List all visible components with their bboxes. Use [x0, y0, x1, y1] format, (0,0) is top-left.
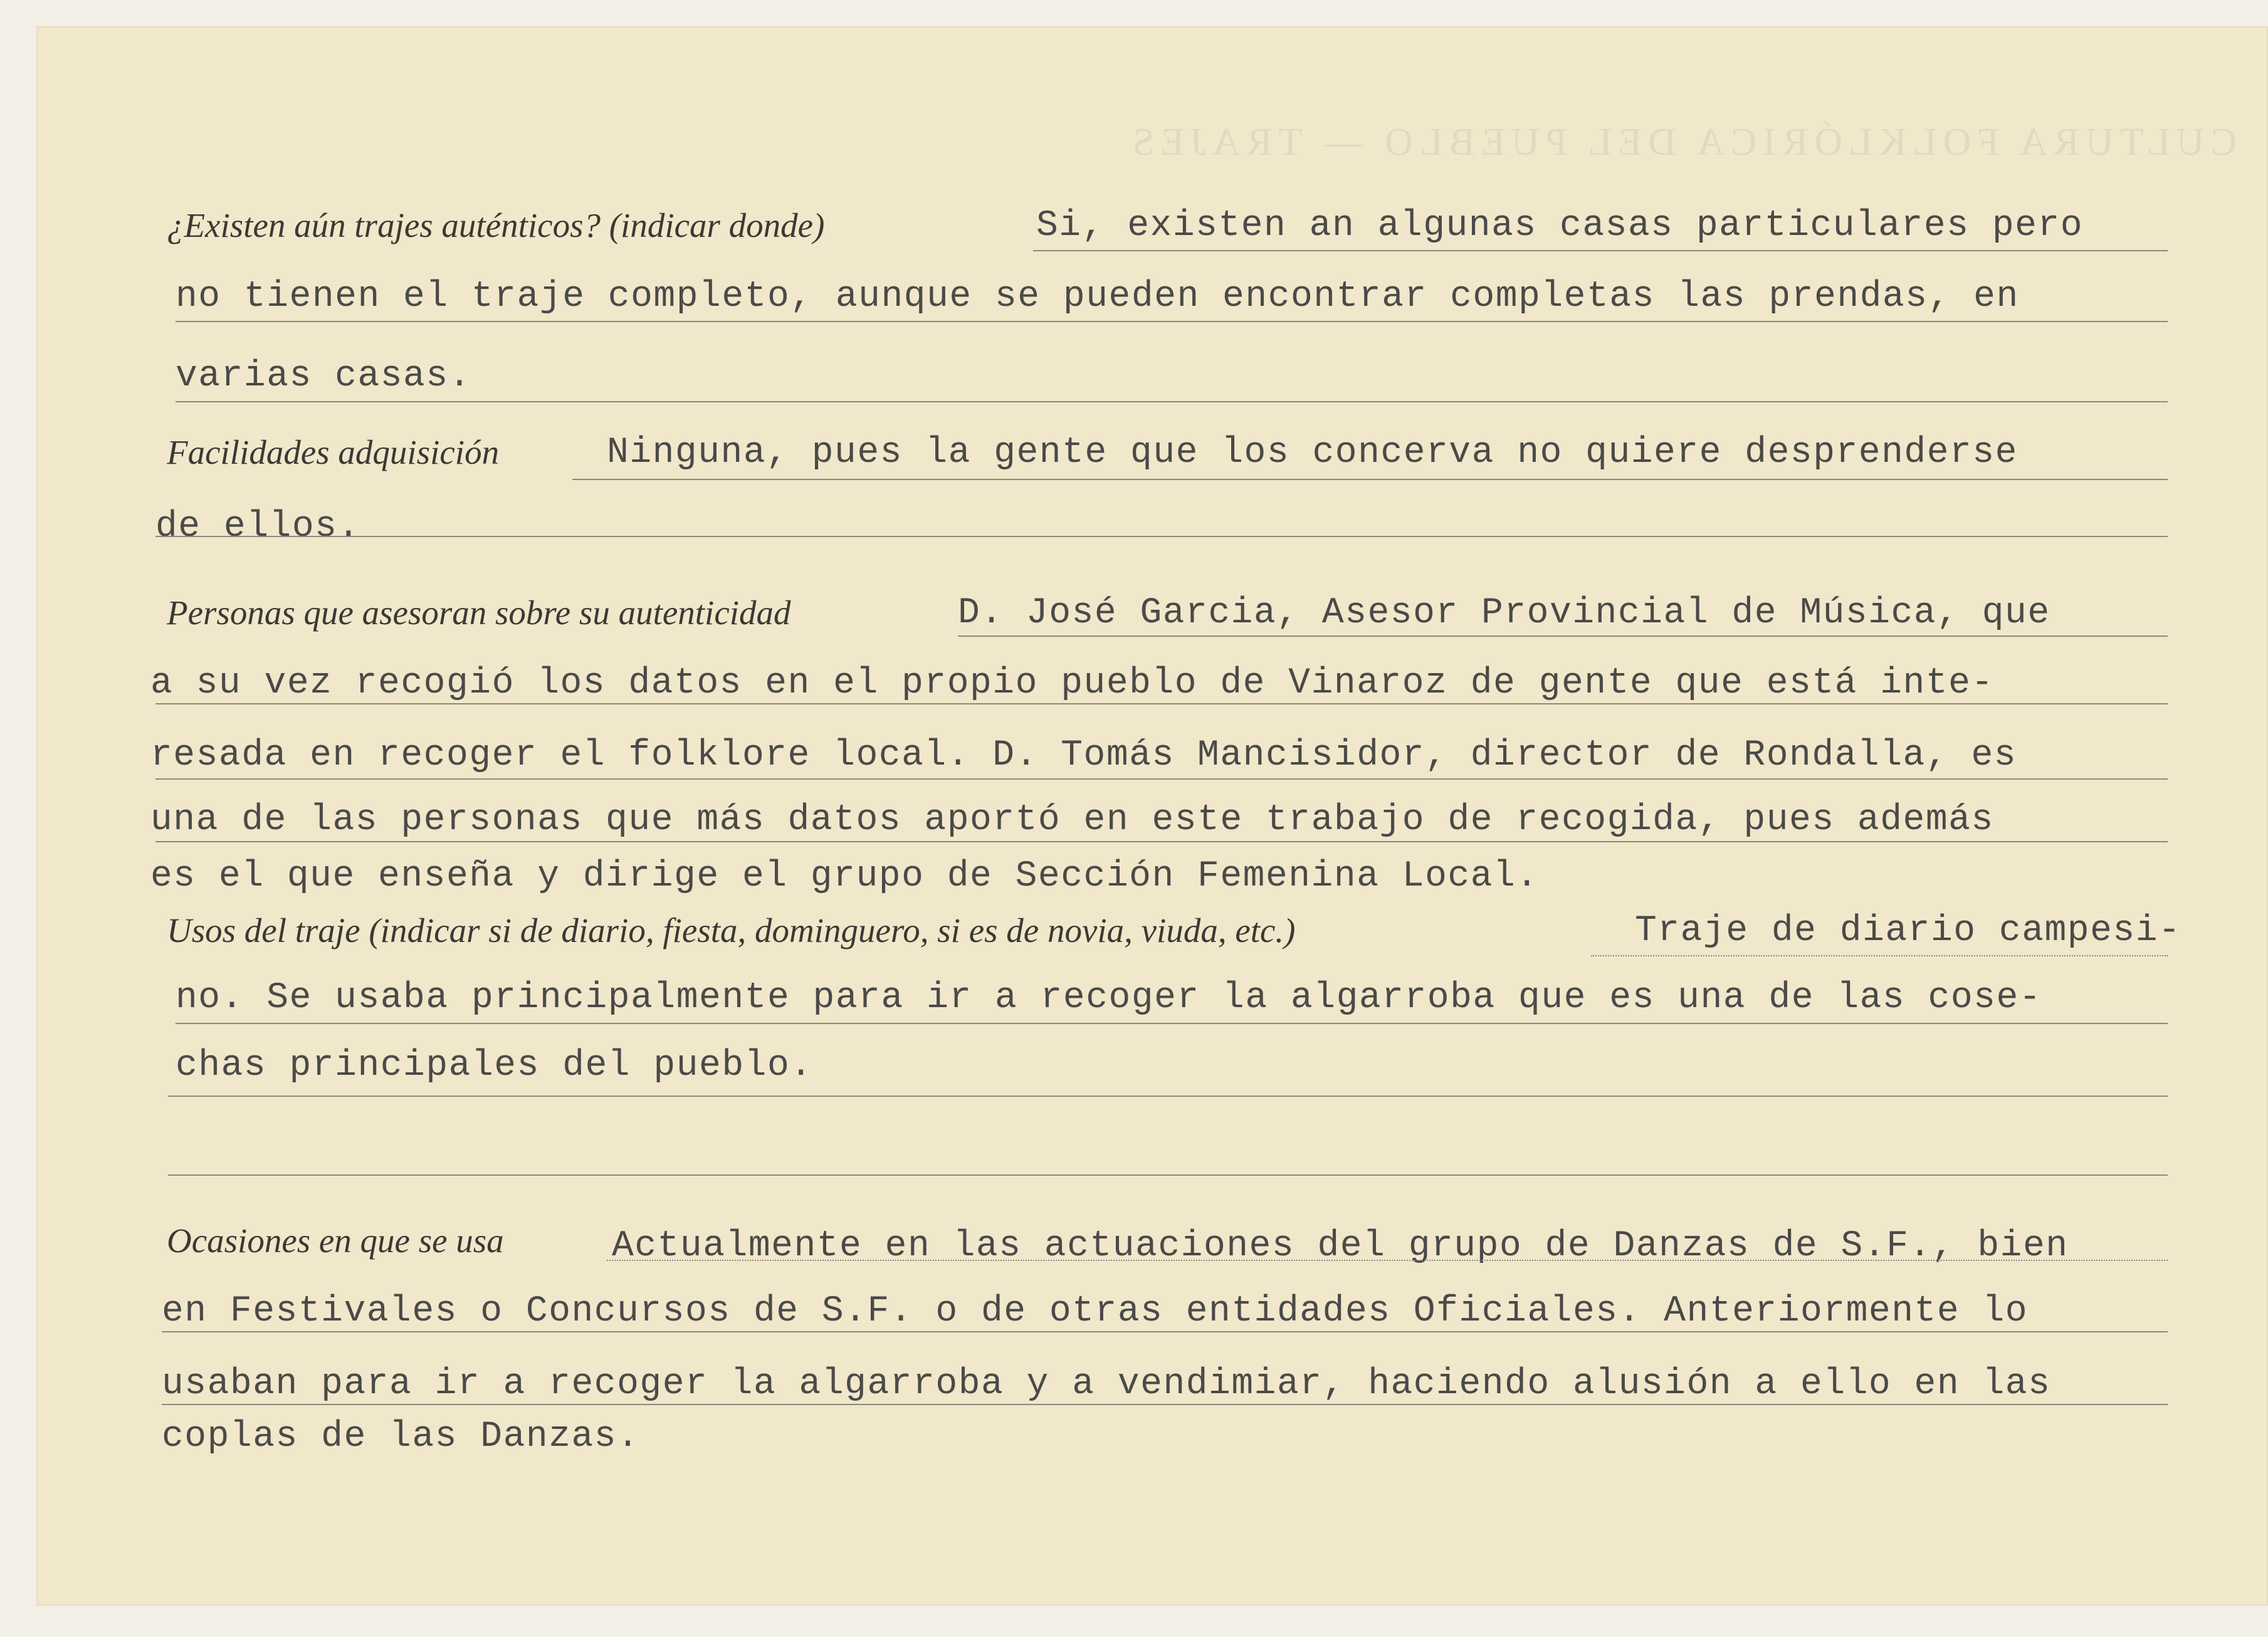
label-ocasiones: Ocasiones en que se usa — [167, 1221, 504, 1260]
underline-personas-2 — [155, 703, 2168, 704]
document-card — [36, 26, 2268, 1606]
underline-ocasiones-1 — [607, 1260, 2168, 1261]
answer-personas-line-1: D. José Garcia, Asesor Provincial de Música, que — [958, 593, 2050, 634]
underline-usos-1 — [1591, 955, 2168, 956]
label-personas: Personas que asesoran sobre su autenticidad — [167, 594, 791, 632]
answer-trajes-line-1: Si, existen an algunas casas particulares pero — [1036, 206, 2084, 246]
underline-usos-2 — [176, 1023, 2168, 1024]
underline-ocasiones-3 — [162, 1404, 2168, 1405]
answer-usos-line-2: no. Se usaba principalmente para ir a recoger la algarroba que es una de las cose- — [176, 978, 2042, 1018]
answer-facilidades-line-1: Ninguna, pues la gente que los concerva no quiere desprenderse — [607, 432, 2018, 473]
answer-trajes-line-2: no tienen el traje completo, aunque se pueden encontrar completas las prendas, en — [176, 276, 2019, 317]
underline-trajes-1 — [1033, 250, 2168, 251]
answer-usos-line-1: Traje de diario campesi- — [1635, 911, 2181, 951]
answer-personas-line-4: una de las personas que más datos aportó en este trabajo de recogida, pues además — [150, 800, 1994, 840]
underline-trajes-3 — [176, 401, 2168, 402]
answer-ocasiones-line-4: coplas de las Danzas. — [162, 1416, 640, 1457]
answer-facilidades-line-2: de ellos. — [155, 506, 360, 547]
label-usos: Usos del traje (indicar si de diario, fiesta, dominguero, si es de novia, viuda, etc.) — [167, 911, 1296, 949]
underline-personas-1 — [958, 635, 2168, 637]
underline-ocasiones-2 — [162, 1331, 2168, 1332]
underline-facilidades-1 — [572, 479, 2168, 480]
answer-personas-line-3: resada en recoger el folklore local. D. Tomás Mancisidor, director de Rondalla, es — [150, 735, 2017, 776]
answer-ocasiones-line-1: Actualmente en las actuaciones del grupo de Danzas de S.F., bien — [612, 1226, 2069, 1267]
answer-usos-line-3: chas principales del pueblo. — [176, 1045, 813, 1086]
underline-usos-4 — [168, 1174, 2168, 1176]
underline-usos-3 — [168, 1096, 2168, 1097]
bleed-through-text: CULTURA FOLKLÓRICA DEL PUEBLO — TRAJES — [1126, 121, 2237, 164]
answer-trajes-line-3: varias casas. — [176, 356, 471, 397]
answer-personas-line-2: a su vez recogió los datos en el propio pueblo de Vinaroz de gente que está inte- — [150, 663, 1994, 704]
answer-ocasiones-line-2: en Festivales o Concursos de S.F. o de otras entidades Oficiales. Anteriormente lo — [162, 1291, 2029, 1332]
underline-personas-4 — [155, 841, 2168, 842]
underline-trajes-2 — [176, 321, 2168, 322]
answer-personas-line-5: es el que enseña y dirige el grupo de Sección Femenina Local. — [150, 856, 1539, 897]
answer-ocasiones-line-3: usaban para ir a recoger la algarroba y a vendimiar, haciendo alusión a ello en las — [162, 1364, 2051, 1404]
underline-personas-3 — [155, 778, 2168, 780]
label-facilidades: Facilidades adquisición — [167, 433, 500, 471]
underline-facilidades-2 — [155, 536, 2168, 537]
label-trajes-autenticos: ¿Existen aún trajes auténticos? (indicar donde) — [167, 206, 825, 244]
